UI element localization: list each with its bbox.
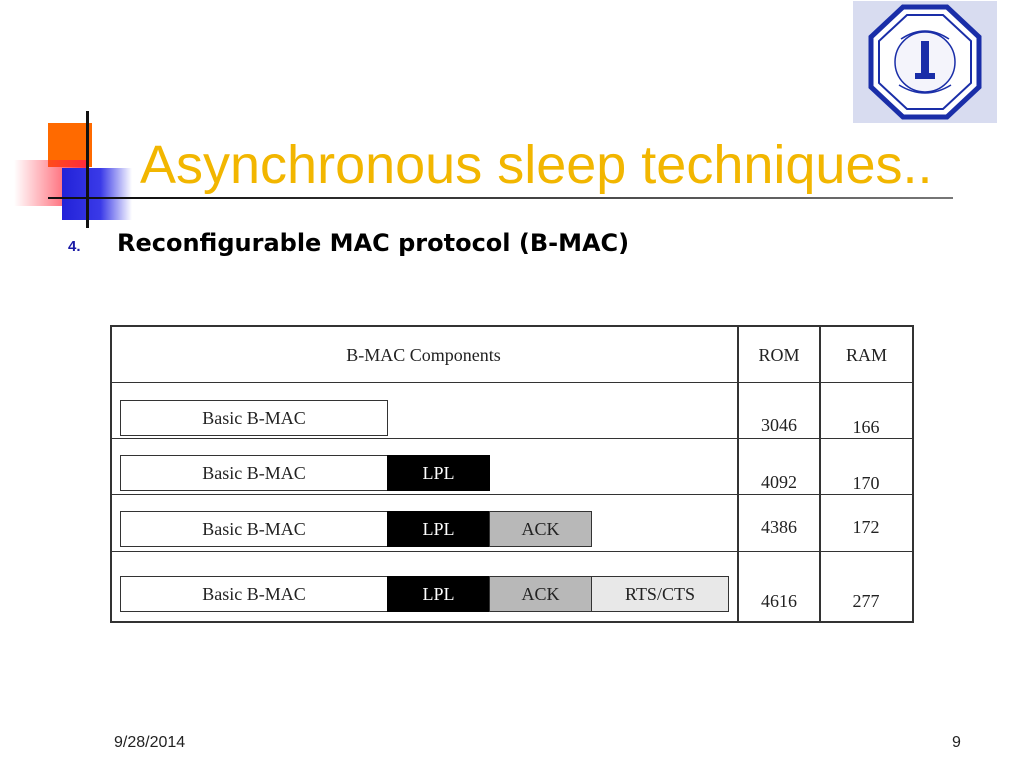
decor-vertical-line: [86, 111, 89, 228]
component-rts-cts: RTS/CTS: [591, 576, 729, 612]
decor-blue-square: [62, 168, 132, 220]
component-basic-bmac: Basic B-MAC: [120, 400, 388, 436]
university-seal-icon: [853, 1, 997, 123]
header-components: B-MAC Components: [346, 345, 501, 365]
component-lpl: LPL: [387, 455, 490, 491]
bullet-number: 4.: [68, 238, 81, 255]
component-basic-bmac: Basic B-MAC: [120, 576, 388, 612]
component-ack: ACK: [489, 511, 592, 547]
bmac-table: [110, 325, 914, 623]
component-basic-bmac: Basic B-MAC: [120, 511, 388, 547]
ram-value: 166: [852, 417, 880, 437]
header-rom: ROM: [758, 345, 800, 365]
ram-value: 172: [852, 517, 880, 537]
footer-date: 9/28/2014: [114, 734, 186, 751]
component-ack: ACK: [489, 576, 592, 612]
title-underline: [48, 197, 953, 199]
bullet-text: Reconfigurable MAC protocol (B-MAC): [117, 229, 630, 257]
ram-value: 277: [852, 591, 880, 611]
component-lpl: LPL: [387, 576, 490, 612]
rom-value: 4092: [761, 472, 797, 492]
rom-value: 4616: [761, 591, 797, 611]
rom-value: 4386: [761, 517, 797, 537]
component-basic-bmac: Basic B-MAC: [120, 455, 388, 491]
ram-value: 170: [852, 473, 880, 493]
page-number: 9: [952, 734, 961, 751]
rom-value: 3046: [761, 415, 797, 435]
header-ram: RAM: [845, 345, 887, 365]
component-lpl: LPL: [387, 511, 490, 547]
slide-title: Asynchronous sleep techniques..: [140, 135, 933, 195]
